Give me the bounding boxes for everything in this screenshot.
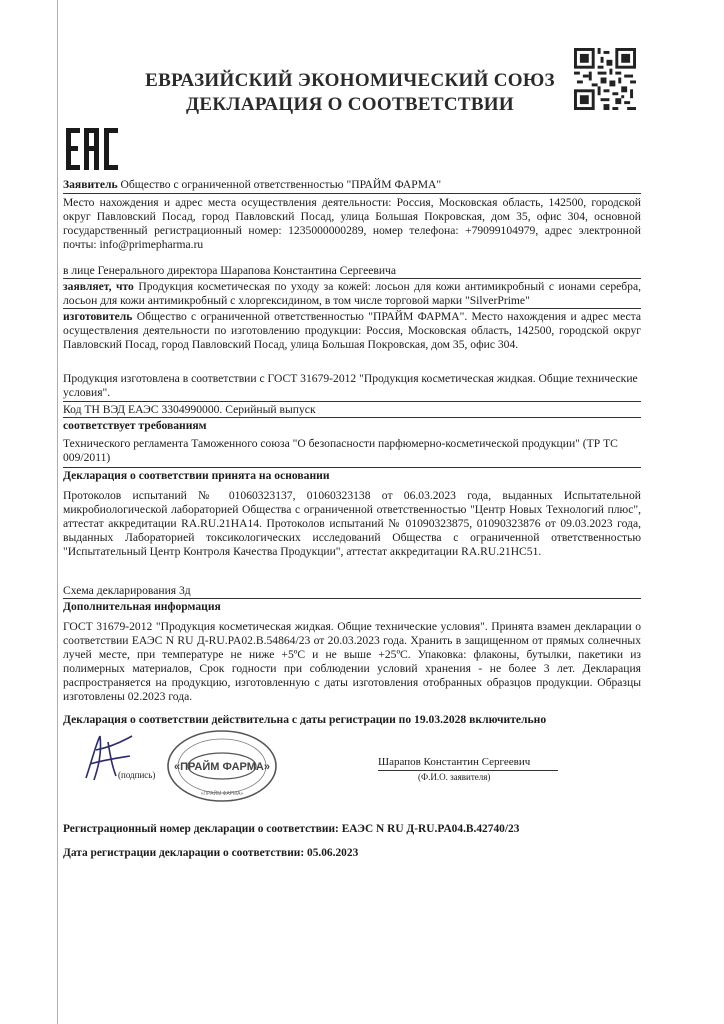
divider (63, 278, 641, 279)
product-code: Код ТН ВЭД ЕАЭС 3304990000. Серийный выпуск (63, 403, 316, 416)
registration-date-line (63, 846, 641, 860)
declares-block (63, 280, 641, 308)
basis-label: Декларация о соответствии принята на основании (63, 469, 330, 482)
additional-text: ГОСТ 31679-2012 "Продукция косметическая жидкая. Общие технические условия". Принята взамен декларации о соответствии ЕАЭС N RU Д-RU.PA02.B.54864/23 от 20.03.2023 года. Хранить в защищенном от прямых солнечных лучей месте, при температуре не ниже +5ºС и не выше +25ºС. Упаковка: флаконы, бутылки, пакетики из полимерных материалов, Срок годности при соблюдении условий хранения - не более 3 лет. Декларация распространяется на продукцию, изготовленную с даты изготовления отобранных образцов продукции. Образцы изготовлены 02.2023 года. (63, 620, 641, 703)
manufacturer-label: изготовитель (63, 310, 133, 323)
margin-line (57, 0, 58, 1024)
divider (63, 467, 641, 468)
stamp-ring-text: «ПРАЙМ ФАРМА» (200, 791, 244, 797)
applicant-address: Место нахождения и адрес места осуществления деятельности: Россия, Московская область, 142500, городской округ Павловский Посад, город Павловский Посад, улица Большая Покровская, дом 35, офис 304, основной государственный регистрационный номер: 1235000000289, номер телефона: +79099104979, адрес электронной почты: info@primepharma.ru (63, 196, 641, 251)
company-stamp-icon (165, 728, 279, 804)
declaration-scheme: Схема декларирования 3д (63, 584, 191, 597)
declares-text: Продукция косметическая по уходу за кожей: лосьон для кожи антимикробный с ионами серебра, лосьон для кожи антимикробный с хлоргексидином, в том числе торговой марки "SilverPrime" (63, 280, 641, 307)
applicant-name: Общество с ограниченной ответственностью "ПРАЙМ ФАРМА" (120, 178, 442, 191)
manufacturer-block (63, 310, 641, 352)
basis-text: Протоколов испытаний № 01060323137, 01060323138 от 06.03.2023 года, выданных Испытательной микробиологической лабораторией Общества с ограниченной ответственностью "Центр Новых Технологий плюс", аттестат аккредитации RA.RU.21НА14. Протоколов испытаний № 01090323875, 01090323876 от 09.03.2023 года, выданных Лабораторией токсикологических исследований Общества с ограниченной ответственностью "Испытательный Центр Контроля Качества Продукции", аттестат аккредитации RA.RU.21НС51. (63, 489, 641, 558)
divider (63, 598, 641, 599)
divider (63, 308, 641, 309)
registration-number: ЕАЭС N RU Д-RU.PA04.B.42740/23 (341, 823, 520, 835)
manufacturer-text: Общество с ограниченной ответственностью "ПРАЙМ ФАРМА". Место нахождения и адрес места осуществления деятельности по изготовлению продукции: Россия, Московская область, 142500, городской округ Павловский Посад, город Павловский Посад, улица Большая Покровская, дом 35, офис 304. (63, 310, 642, 351)
header-declaration-title: ДЕКЛАРАЦИЯ О СООТВЕТСТВИИ (186, 94, 514, 115)
header-union-title: ЕВРАЗИЙСКИЙ ЭКОНОМИЧЕСКИЙ СОЮЗ (145, 70, 555, 91)
registration-number-line (63, 822, 641, 836)
applicant-line (63, 178, 641, 192)
registration-date-label: Дата регистрации декларации о соответствии: (63, 847, 305, 859)
eac-logo-icon (63, 126, 119, 172)
registration-number-label: Регистрационный номер декларации о соответствии: (63, 823, 339, 835)
registration-date: 05.06.2023 (307, 847, 359, 859)
divider (63, 401, 641, 402)
declares-label: заявляет, что (63, 280, 134, 293)
additional-label: Дополнительная информация (63, 600, 221, 613)
applicant-person: в лице Генерального директора Шарапова Константина Сергеевича (63, 264, 397, 277)
qr-code-icon (574, 48, 636, 110)
manufacturer-standard: Продукция изготовлена в соответствии с ГОСТ 31679-2012 "Продукция косметическая жидкая. Общие технические условия". (63, 372, 638, 399)
divider (63, 193, 641, 194)
applicant-label: Заявитель (63, 178, 118, 191)
signer-name: Шарапов Константин Сергеевич (378, 756, 531, 768)
signer-caption: (Ф.И.О. заявителя) (418, 772, 491, 782)
validity-statement: Декларация о соответствии действительна с даты регистрации по 19.03.2028 включительно (63, 713, 547, 726)
requirements-label: соответствует требованиям (63, 419, 207, 432)
requirements-text: Технического регламента Таможенного союза "О безопасности парфюмерно-косметической продукции" (ТР ТС 009/2011) (63, 437, 618, 464)
signature-caption: (подпись) (118, 770, 156, 780)
signer-underline (378, 770, 558, 771)
divider (63, 417, 641, 418)
stamp-text: «ПРАЙМ ФАРМА» (174, 761, 270, 773)
